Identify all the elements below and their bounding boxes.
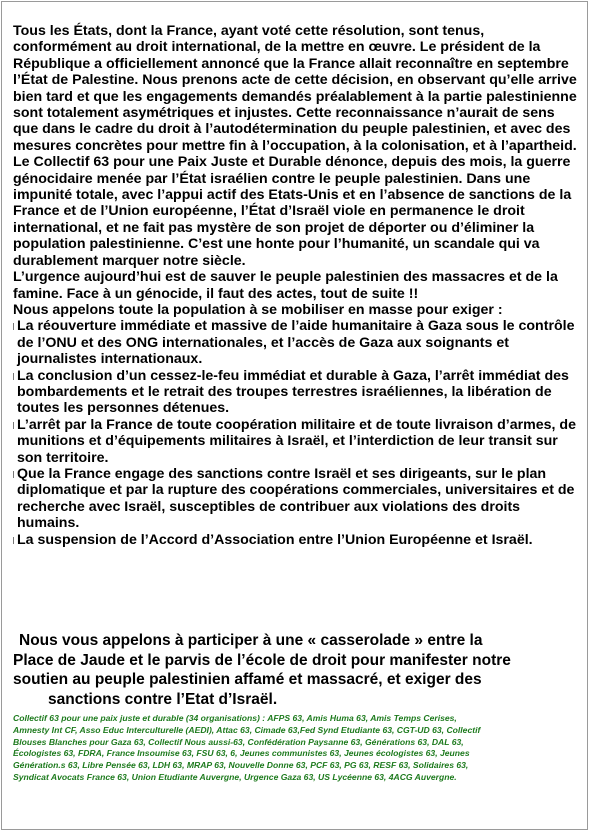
appeal-line: sanctions contre l’Etat d’Israël.	[48, 690, 278, 708]
document-page	[1, 1, 588, 830]
paragraph-appel: Nous appelons toute la population à se mobiliser en masse pour exiger :	[13, 301, 503, 318]
appeal-line: soutien au peuple palestinien affamé et massacré, et exiger des	[13, 671, 482, 689]
organisations-list: Collectif 63 pour une paix juste et durable (34 organisations) : AFPS 63, Amis Huma 63, Amis Temps Cerises, Amnesty Int CF, Asso Educ Interculturelle (AEDI), Attac 63, Cimade 63,Fed Synd Etudiante 63, CGT-UD 63, Collectif Blouses Blanches pour Gaza 63, Collectif Nous aussi-63, Confédération Paysanne 63, Générations 63, DAL 63, Écologistes 63, FDRA, France Insoumise 63, FSU 63, 6, Jeunes communistes 63, Jeunes écologistes 63, Jeunes Génération.s 63, Libre Pensée 63, LDH 63, MRAP 63, Nouvelle Donne 63, PCF 63, PG 63, RESF 63, Solidaires 63, Syndicat Avocats France 63, Union Etudiante Auvergne, Urgence Gaza 63, US Lycéenne 63, 4ACG Auvergne.	[13, 713, 481, 782]
demands-list	[13, 318, 583, 548]
paragraph-collectif: Le Collectif 63 pour une Paix Juste et Durable dénonce, depuis des mois, la guerre génocidaire menée par l’État israélien contre le peuple palestinien. Dans une impunité totale, avec l’appui actif des Etats-Unis et en l’absence de sanctions de la France et de l’Union européenne, l’État d’Israël viole en permanence le droit international, et ne fait pas mystère de son projet de déporter ou d’éliminer la population palestinienne. C’est une honte pour l’humanité, un scandale qui va durablement marquer notre siècle.	[13, 154, 572, 269]
demand-item: Que la France engage des sanctions contre Israël et ses dirigeants, sur le plan diplomatique et par la rupture des coopérations commerciales, universitaires et de recherche avec Israël, susceptibles de contribuer aux violations des droits humains.	[13, 466, 583, 532]
paragraph-resolution: Tous les États, dont la France, ayant voté cette résolution, sont tenus, conformément au droit international, de la mettre en œuvre. Le président de la République a officiellement annoncé que la France allait reconnaître en septembre l’État de Palestine. Nous prenons acte de cette décision, en observant qu’elle arrive bien tard et que les engagements demandés préalablement à la partie palestinienne sont totalement asymétriques et injustes. Cette reconnaissance n’aurait de sens que dans le cadre du droit à l’autodétermination du peuple palestinien, et avec des mesures concrètes pour mettre fin à l’occupation, à la colonisation, et à l’apartheid.	[13, 23, 577, 154]
demand-item: La réouverture immédiate et massive de l’aide humanitaire à Gaza sous le contrôle de l’ONU et des ONG internationales, et l’accès de Gaza aux soignants et journalistes internationaux.	[13, 318, 583, 367]
demand-item: L’arrêt par la France de toute coopération militaire et de toute livraison d’armes, de munitions et d’équipements militaires à Israël, et l’interdiction de leur transit sur son territoire.	[13, 417, 583, 466]
statement-body	[13, 23, 583, 548]
appeal-line: Nous vous appelons à participer à une « casserolade » entre la	[19, 632, 483, 649]
demand-item: La conclusion d’un cessez-le-feu immédiat et durable à Gaza, l’arrêt immédiat des bombardements et le retrait des troupes terrestres israéliennes, la libération de toutes les personnes détenues.	[13, 368, 583, 417]
paragraph-urgence: L’urgence aujourd’hui est de sauver le peuple palestinien des massacres et de la famine. Face à un génocide, il faut des actes, tout de suite !!	[13, 269, 558, 302]
appeal-line: Place de Jaude et le parvis de l’école de droit pour manifester notre	[13, 651, 511, 669]
casserolade-appeal	[13, 631, 588, 709]
demand-item: La suspension de l’Accord d’Association entre l’Union Européenne et Israël.	[13, 532, 583, 548]
